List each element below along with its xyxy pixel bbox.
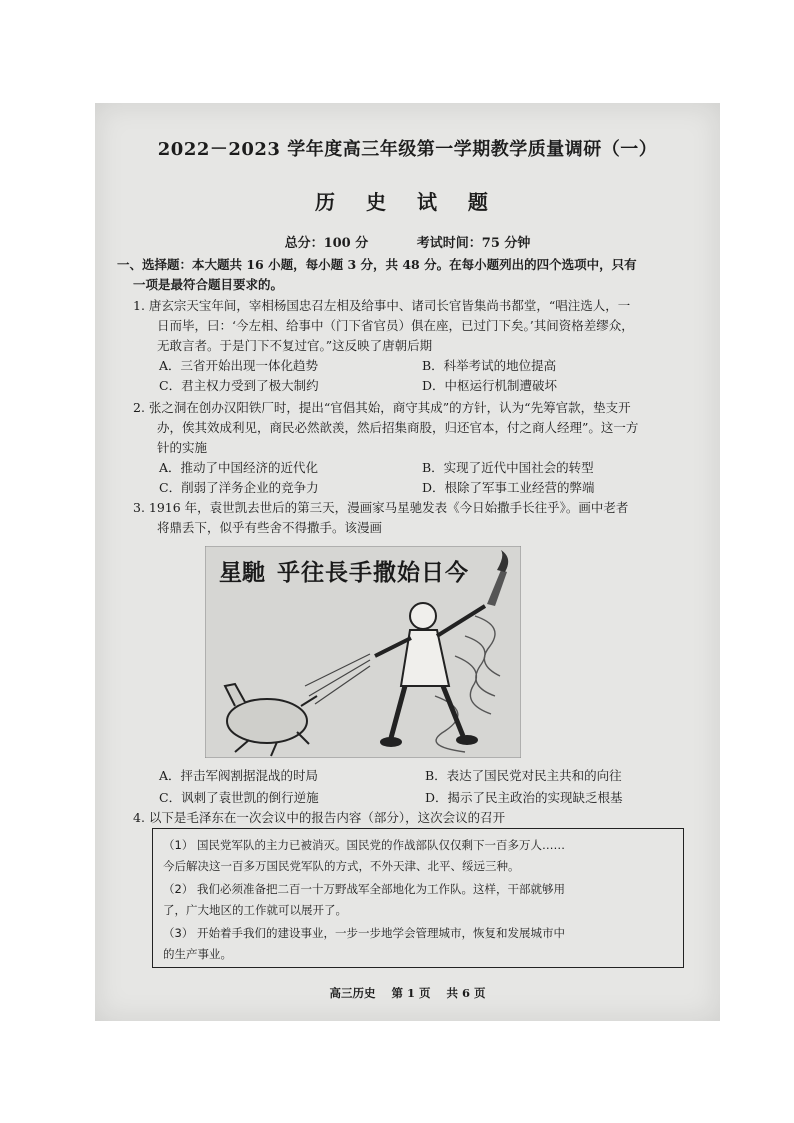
quote-line: 了，广大地区的工作就可以展开了。 xyxy=(163,903,347,917)
footer-page: 第 1 页 xyxy=(391,986,431,1000)
section-instruction-line1: 一、选择题：本大题共 16 小题，每小题 3 分，共 48 分。在每小题列出的四个选项中，只有 xyxy=(117,257,637,272)
q1-line: 日而毕，曰：‘今左相、给事中（门下省官员）俱在座，已过门下矣。’其间资格差缪众， xyxy=(157,318,634,333)
q2-line: 针的实施 xyxy=(157,440,208,455)
footer-total: 共 6 页 xyxy=(446,986,486,1000)
q2-option-c[interactable]: C．削弱了洋务企业的竞争力 xyxy=(159,480,319,495)
cartoon-title: 乎往長手撒始日今 xyxy=(277,559,469,586)
q1-option-c[interactable]: C．君主权力受到了极大制约 xyxy=(159,378,319,393)
exam-page xyxy=(95,103,720,1021)
q1-option-b[interactable]: B．科举考试的地位提高 xyxy=(422,358,557,373)
quote-line: （1） 国民党军队的主力已被消灭。国民党的作战部队仅仅剩下一百多万人…… xyxy=(163,838,565,852)
exam-time: 考试时间：75 分钟 xyxy=(416,236,531,251)
q3-line: 3. 1916 年，袁世凯去世后的第三天，漫画家马星驰发表《今日始撒手长往乎》。画中老者 xyxy=(133,500,629,515)
q2-option-a[interactable]: A．推动了中国经济的近代化 xyxy=(159,460,319,475)
quote-line: （2） 我们必须准备把二百一十万野战军全部地化为工作队。这样，干部就够用 xyxy=(163,882,565,896)
subject-title: 历 史 试 题 xyxy=(315,190,500,214)
q2-line: 办，俟其效成利见，商民必然歆羡，然后招集商股，归还官本，付之商人经理”。这一方 xyxy=(157,420,639,435)
q3-option-a[interactable]: A．抨击军阀割据混战的时局 xyxy=(159,768,319,783)
total-score: 总分：100 分 xyxy=(284,236,369,251)
q3-option-d[interactable]: D．揭示了民主政治的实现缺乏根基 xyxy=(425,790,623,805)
q3-option-b[interactable]: B．表达了国民党对民主共和的向往 xyxy=(425,768,622,783)
quote-line: （3） 开始着手我们的建设事业，一步一步地学会管理城市，恢复和发展城市中 xyxy=(163,926,565,940)
q3-line: 将鼎丢下，似乎有些舍不得撒手。该漫画 xyxy=(157,520,383,535)
q3-option-c[interactable]: C．讽刺了袁世凯的倒行逆施 xyxy=(159,790,319,805)
q2-line: 2. 张之洞在创办汉阳铁厂时，提出“官倡其始，商守其成”的方针，认为“先筹官款，垫支开 xyxy=(133,400,631,415)
exam-info xyxy=(95,232,720,251)
footer-subject: 高三历史 xyxy=(329,986,376,1000)
cartoon-signature: 星馳 xyxy=(219,559,265,586)
quote-line: 的生产事业。 xyxy=(163,947,232,961)
q2-option-b[interactable]: B．实现了近代中国社会的转型 xyxy=(422,460,594,475)
section-instruction-line2: 一项是最符合题目要求的。 xyxy=(133,277,284,292)
q1-line: 无敢言者。于是门下不复过官。”这反映了唐朝后期 xyxy=(157,338,433,353)
q4-line: 4. 以下是毛泽东在一次会议中的报告内容（部分），这次会议的召开 xyxy=(133,810,506,825)
q1-line: 1. 唐玄宗天宝年间，宰相杨国忠召左相及给事中、诸司长官皆集尚书都堂，“唱注选人，一 xyxy=(133,298,631,313)
q1-option-a[interactable]: A．三省开始出现一体化趋势 xyxy=(159,358,319,373)
cartoon-image xyxy=(205,546,521,758)
report-quote-box xyxy=(152,828,684,968)
exam-title: 2022－2023 学年度高三年级第一学期教学质量调研（一） xyxy=(157,139,658,160)
q2-option-d[interactable]: D．根除了军事工业经营的弊端 xyxy=(422,480,595,495)
quote-line: 今后解决这一百多万国民党军队的方式，不外天津、北平、绥远三种。 xyxy=(163,859,520,873)
page-footer xyxy=(95,985,720,1001)
q1-option-d[interactable]: D．中枢运行机制遭破坏 xyxy=(422,378,558,393)
